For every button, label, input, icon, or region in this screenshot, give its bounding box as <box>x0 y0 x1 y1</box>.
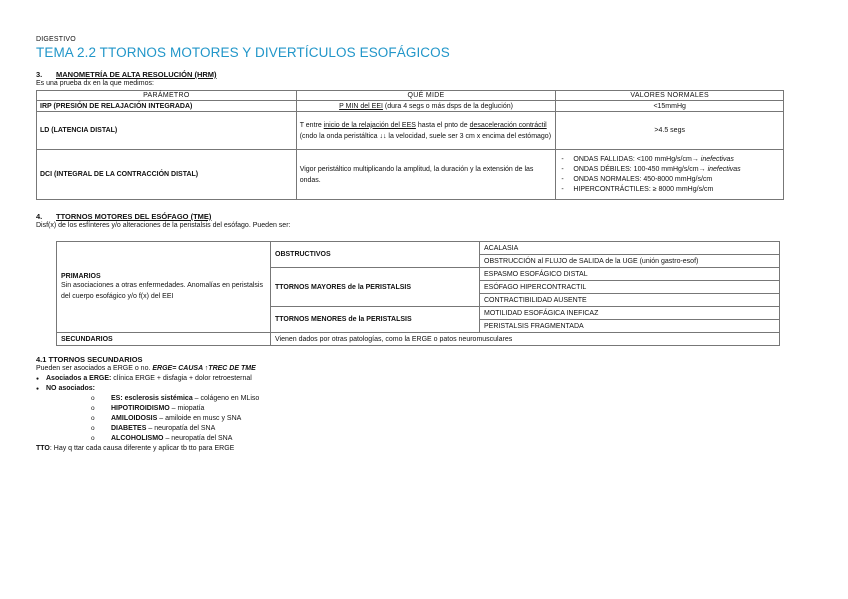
primarios-label: PRIMARIOS <box>61 272 101 280</box>
no-asociados-item: o DIABETES – neuropatía del SNA <box>36 424 784 434</box>
menores-item: PERISTALSIS FRAGMENTADA <box>480 320 780 333</box>
subject-label: DIGESTIVO <box>36 36 76 43</box>
tme-table <box>56 241 780 346</box>
tto-line: TTO: Hay q ttar cada causa diferente y aplicar tb tto para ERGE <box>36 445 235 452</box>
irp-valor: <15mmHg <box>556 101 784 112</box>
ld-mide: T entre inicio de la relajación del EES hasta el pnto de desaceleración contráctil (cndo la onda peristáltica ↓↓ la velocidad, suele ser 3 cm x encima del estómago) <box>296 112 556 150</box>
section-4-title: TTORNOS MOTORES DEL ESÓFAGO (TME) <box>56 212 212 221</box>
hrm-header-row <box>37 91 784 101</box>
primarios-desc: Sin asociaciones a otras enfermedades. Anomalías en peristalsis del cuerpo esofágico y/o f(x) del EEI <box>61 281 263 300</box>
no-asociados-item: o ES: esclerosis sistémica – colágeno en MLiso <box>36 394 784 404</box>
section-41-intro: Pueden ser asociados a ERGE o no. ERGE= CAUSA ↑TREC DE TME <box>36 365 256 372</box>
dci-param: DCI (INTEGRAL DE LA CONTRACCIÓN DISTAL) <box>37 150 297 200</box>
obstructivos-item: OBSTRUCCIÓN al FLUJO de SALIDA de la UGE (unión gastro-esof) <box>480 255 780 268</box>
section-3-number: 3. <box>36 70 43 79</box>
no-asociados-bullet: ● NO asociados: <box>36 384 784 394</box>
obstructivos-label: OBSTRUCTIVOS <box>271 242 480 268</box>
irp-param: IRP (PRESIÓN DE RELAJACIÓN INTEGRADA) <box>37 101 297 112</box>
dci-value-item: - HIPERCONTRÁCTILES: ≥ 8000 mmHg/s/cm <box>573 185 780 195</box>
hrm-header-param: PARÁMETRO <box>37 91 297 101</box>
hrm-table <box>36 90 784 200</box>
mayores-item: CONTRACTIBILIDAD AUSENTE <box>480 294 780 307</box>
ld-valor: >4.5 segs <box>556 112 784 150</box>
document-page <box>36 36 784 454</box>
mayores-item: ESPASMO ESOFÁGICO DISTAL <box>480 268 780 281</box>
section-4-heading <box>36 212 784 221</box>
primarios-cell <box>57 242 271 333</box>
dci-value-item: - ONDAS DÉBILES: 100-450 mmHg/s/cm→ inefectivas <box>573 165 780 175</box>
no-asociados-item: o AMILOIDOSIS – amiloide en musc y SNA <box>36 414 784 424</box>
dci-valores <box>556 150 784 200</box>
dci-value-item: - ONDAS NORMALES: 450-8000 mmHg/s/cm <box>573 175 780 185</box>
section-4-intro: Disf(x) de los esfínteres y/o alteraciones de la peristalsis del esófago. Pueden ser: <box>36 222 291 229</box>
obstructivos-item: ACALASIA <box>480 242 780 255</box>
dci-value-item: - ONDAS FALLIDAS: <100 mmHg/s/cm→ inefectivas <box>573 155 780 165</box>
section-4-number: 4. <box>36 212 43 221</box>
ld-param: LD (LATENCIA DISTAL) <box>37 112 297 150</box>
asociados-bullet: ● Asociados a ERGE: clínica ERGE + disfagia + dolor retroesternal <box>36 374 784 384</box>
no-asociados-item: o ALCOHOLISMO – neuropatía del SNA <box>36 434 784 444</box>
hrm-row-dci <box>37 150 784 200</box>
hrm-row-irp <box>37 101 784 112</box>
section-3-intro: Es una prueba dx en la que medimos: <box>36 80 154 87</box>
dci-mide: Vigor peristáltico multiplicando la amplitud, la duración y la extensión de las ondas. <box>296 150 556 200</box>
section-3-heading <box>36 70 784 79</box>
irp-mide: P MIN del EEI (dura 4 segs o más dsps de la deglución) <box>296 101 556 112</box>
menores-item: MOTILIDAD ESOFÁGICA INEFICAZ <box>480 307 780 320</box>
secundarios-desc: Vienen dados por otras patologías, como la ERGE o patos neuromusculares <box>271 333 780 346</box>
hrm-row-ld <box>37 112 784 150</box>
page-title: TEMA 2.2 TTORNOS MOTORES Y DIVERTÍCULOS ESOFÁGICOS <box>36 45 450 60</box>
erge-cause-note: ERGE= CAUSA ↑TREC DE TME <box>152 365 256 372</box>
menores-label: TTORNOS MENORES de la PERISTALSIS <box>271 307 480 333</box>
secundarios-label: SECUNDARIOS <box>57 333 271 346</box>
section-41-heading: 4.1 TTORNOS SECUNDARIOS <box>36 355 143 364</box>
hrm-header-valores: VALORES NORMALES <box>556 91 784 101</box>
no-asociados-item: o HIPOTIROIDISMO – miopatía <box>36 404 784 414</box>
hrm-header-mide: QUÉ MIDE <box>296 91 556 101</box>
mayores-label: TTORNOS MAYORES de la PERISTALSIS <box>271 268 480 307</box>
mayores-item: ESÓFAGO HIPERCONTRACTIL <box>480 281 780 294</box>
section-3-title: MANOMETRÍA DE ALTA RESOLUCIÓN (HRM) <box>56 70 217 79</box>
